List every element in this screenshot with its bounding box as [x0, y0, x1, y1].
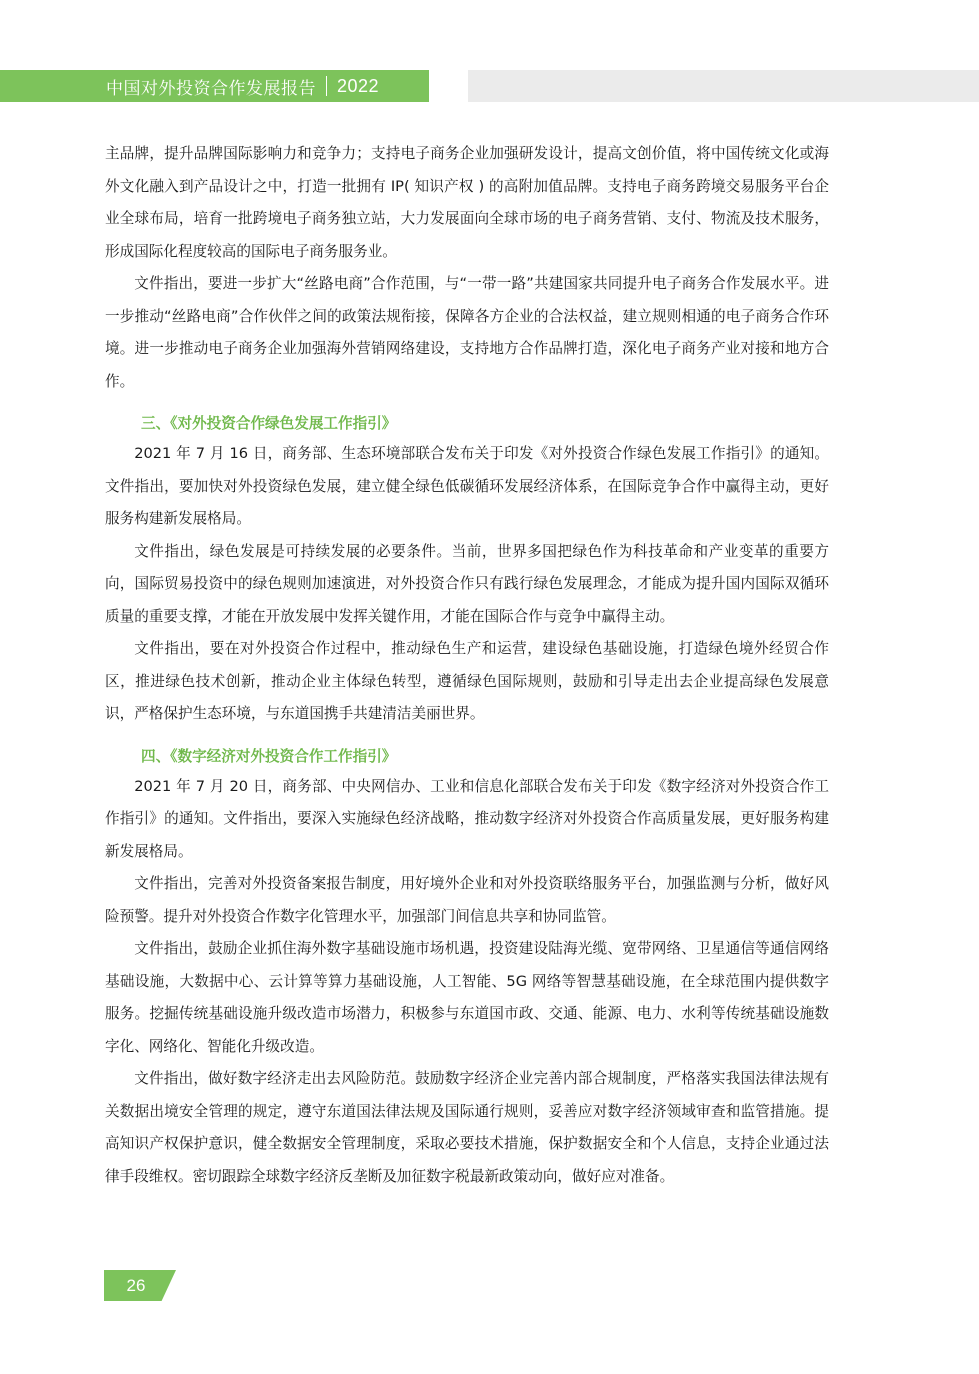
- paragraph-7: 文件指出，完善对外投资备案报告制度，用好境外企业和对外投资联络服务平台，加强监测与分析，做好风险预警。提升对外投资合作数字化管理水平，加强部门间信息共享和协同监管。: [105, 875, 829, 925]
- paragraph-4: 文件指出，绿色发展是可持续发展的必要条件。当前，世界多国把绿色作为科技革命和产业变革的重要方向，国际贸易投资中的绿色规则加速演进，对外投资合作只有践行绿色发展理念，才能成为提升国内国际双循环质量的重要支撑，才能在开放发展中发挥关键作用，才能在国际合作与竞争中赢得主动。: [105, 542, 829, 625]
- header-divider: [326, 76, 327, 96]
- page-number: 26: [126, 1275, 146, 1295]
- paragraph-2: 文件指出，要进一步扩大“丝路电商”合作范围，与“一带一路”共建国家共同提升电子商务合作发展水平。进一步推动“丝路电商”合作伙伴之间的政策法规衔接，保障各方企业的合法权益，建立规则相通的电子商务合作环境。进一步推动电子商务企业加强海外营销网络建设，支持地方合作品牌打造，深化电子商务产业对接和地方合作。: [105, 275, 829, 390]
- paragraph-9: 文件指出，做好数字经济走出去风险防范。鼓励数字经济企业完善内部合规制度，严格落实我国法律法规有关数据出境安全管理的规定，遵守东道国法律法规及国际通行规则，妥善应对数字经济领域审查和监管措施。提高知识产权保护意识，健全数据安全管理制度，采取必要技术措施，保护数据安全和个人信息，支持企业通过法律手段维权。密切跟踪全球数字经济反垄断及加征数字税最新政策动向，做好应对准备。: [105, 1070, 829, 1185]
- paragraph-6: 2021 年 7 月 20 日，商务部、中央网信办、工业和信息化部联合发布关于印发《数字经济对外投资合作工作指引》的通知。文件指出，要深入实施绿色经济战略，推动数字经济对外投资合作高质量发展，更好服务构建新发展格局。: [105, 777, 829, 860]
- header-gray-band: [468, 70, 979, 102]
- section-heading-3: 三、《对外投资合作绿色发展工作指引》: [141, 415, 397, 432]
- paragraph-5: 文件指出，要在对外投资合作过程中，推动绿色生产和运营，建设绿色基础设施，打造绿色境外经贸合作区，推进绿色技术创新，推动企业主体绿色转型，遵循绿色国际规则，鼓励和引导走出去企业提高绿色发展意识，严格保护生态环境，与东道国携手共建清洁美丽世界。: [105, 640, 829, 722]
- paragraph-8: 文件指出，鼓励企业抓住海外数字基础设施市场机遇，投资建设陆海光缆、宽带网络、卫星通信等通信网络基础设施，大数据中心、云计算等算力基础设施，人工智能、5G 网络等智慧基础设施，在全球范围内提供数字服务。挖掘传统基础设施升级改造市场潜力，积极参与东道国市政、交通、能源、电力、水利等传统基础设施数字化、网络化、智能化升级改造。: [105, 940, 829, 1055]
- page-body: [105, 138, 829, 1193]
- report-year: 2022: [337, 75, 380, 96]
- paragraph-1: 主品牌，提升品牌国际影响力和竞争力；支持电子商务企业加强研发设计，提高文创价值，将中国传统文化或海外文化融入到产品设计之中，打造一批拥有 IP( 知识产权 ) 的高附加值品牌。支持电子商务跨境交易服务平台企业全球布局，培育一批跨境电子商务独立站，大力发展面向全球市场的电子商务营销、支付、物流及技术服务，形成国际化程度较高的国际电子商务服务业。: [105, 145, 829, 260]
- report-title: 中国对外投资合作发展报告: [106, 78, 316, 99]
- report-header-bar: [0, 70, 429, 102]
- section-heading-4: 四、《数字经济对外投资合作工作指引》: [141, 747, 397, 765]
- paragraph-3: 2021 年 7 月 16 日，商务部、生态环境部联合发布关于印发《对外投资合作绿色发展工作指引》的通知。文件指出，要加快对外投资绿色发展，建立健全绿色低碳循环发展经济体系，在国际竞争合作中赢得主动，更好服务构建新发展格局。: [105, 445, 829, 527]
